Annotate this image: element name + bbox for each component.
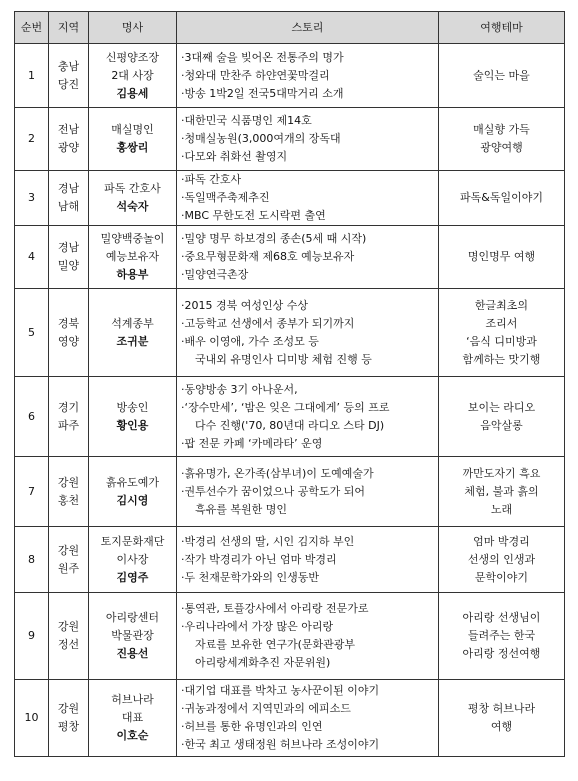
person-title: 2대 사장 [111,68,154,82]
theme-line: 음악살롱 [480,418,523,432]
story-line: ·우리나라에서 가장 많은 아리랑 [181,620,334,633]
person-name: 홍쌍리 [116,141,149,154]
person-title: 신평양조장 [105,50,160,64]
region-line: 당진 [57,77,80,91]
story-line: ·귀농과정에서 지역민과의 에피소드 [181,702,351,715]
theme-cell [439,44,565,108]
story-cell [177,527,439,593]
region-line: 평창 [57,720,80,733]
story-line: 아리랑세계화추진 자문위원) [195,656,331,669]
region-line: 원주 [57,561,80,575]
story-cell [177,44,439,108]
person-title: 파독 간호사 [104,182,161,195]
person-cell [89,289,177,377]
region-line: 경기 [57,400,80,414]
theme-line: 함께하는 맛기행 [462,352,541,366]
story-line: ·방송 1박2일 전국5대막거리 소개 [181,86,344,100]
table-wrapper [14,11,565,757]
story-line: 흑유를 복원한 명인 [195,502,288,516]
person-title: 허브나라 [111,693,154,706]
theme-line: 파독&독일이야기 [460,191,543,204]
theme-line: 엄마 박경리 [473,534,530,548]
table-row [15,171,565,226]
theme-line: 들려주는 한국 [467,629,536,642]
theme-line: 문학이야기 [474,570,529,584]
theme-line: 까만도자기 흑요 [462,466,541,480]
person-title: 토지문화재단 [100,534,165,548]
person-title: 석계종부 [111,316,154,330]
story-line: ·밀양 명무 하보경의 종손(5세 때 시작) [181,232,367,245]
person-name: 김용세 [116,86,149,100]
person-name: 김시영 [116,493,149,507]
region-line: 강원 [57,543,80,557]
theme-line: 술익는 마을 [473,68,530,82]
row-number: 4 [15,226,49,289]
region-line: 강원 [57,475,80,489]
person-cell [89,377,177,457]
theme-line: 보이는 라디오 [467,400,536,414]
theme-cell [439,593,565,680]
header-region: 지역 [49,12,89,44]
row-number: 9 [15,593,49,680]
row-number: 5 [15,289,49,377]
theme-line: 명인명무 여행 [467,250,536,263]
story-line: ·‘장수만세’, ‘밤은 잊은 그대에게’ 등의 프로 [181,400,390,414]
person-cell [89,680,177,757]
region-line: 경남 [57,182,80,195]
story-cell [177,680,439,757]
theme-line: 노래 [490,502,513,516]
theme-line: 여행 [490,720,513,733]
region-line: 파주 [57,418,80,432]
row-number: 1 [15,44,49,108]
person-cell [89,457,177,527]
story-line: ·독일맥주축제추진 [181,191,270,204]
region-cell [49,680,89,757]
theme-line: 광양여행 [480,141,523,154]
person-cell [89,593,177,680]
table-row [15,44,565,108]
person-cell [89,171,177,226]
row-number: 3 [15,171,49,226]
person-title: 박물관장 [111,629,154,642]
person-title: 매실명인 [111,123,154,136]
region-cell [49,171,89,226]
story-cell [177,289,439,377]
person-name: 조귀분 [116,334,149,348]
region-cell [49,44,89,108]
tour-table [14,11,565,757]
person-name: 이호순 [116,729,149,742]
table-body [15,44,565,757]
region-line: 광양 [57,141,80,154]
person-name: 석숙자 [116,200,149,213]
region-cell [49,527,89,593]
story-line: ·대한민국 식품명인 제14호 [181,114,312,127]
story-line: ·한국 최고 생태정원 허브나라 조성이야기 [181,738,380,751]
region-cell [49,377,89,457]
person-name: 하용부 [116,268,149,281]
person-cell [89,527,177,593]
story-line: ·흙유명가, 온가족(삼부녀)이 도예예술가 [181,466,374,480]
theme-line: 조리서 [485,316,518,330]
person-title: 아리랑센터 [105,611,160,624]
region-line: 경남 [57,241,80,254]
region-cell [49,457,89,527]
header-num: 순번 [15,12,49,44]
region-line: 밀양 [57,259,80,272]
region-cell [49,226,89,289]
story-line: ·청매실농원(3,000여개의 장독대 [181,132,341,145]
story-line: 다수 진행('70, 80년대 라디오 스타 DJ) [195,418,385,432]
theme-line: 한글최초의 [474,298,529,312]
person-title: 밀양백중놀이 [100,232,165,245]
person-cell [89,226,177,289]
header-theme: 여행테마 [439,12,565,44]
story-line: 국내외 유명인사 디미방 체험 진행 등 [195,352,372,366]
region-line: 강원 [57,702,80,715]
person-name: 황인용 [116,418,149,432]
story-cell [177,171,439,226]
story-line: ·두 천재문학가와의 인생동반 [181,570,320,584]
table-row [15,593,565,680]
story-cell [177,108,439,171]
region-line: 강원 [57,620,80,633]
region-line: 충남 [57,59,80,73]
theme-line: 선생의 인생과 [467,552,536,566]
person-title: 예능보유자 [105,250,160,263]
story-line: ·고등학교 선생에서 종부가 되기까지 [181,316,355,330]
theme-cell [439,171,565,226]
table-row [15,457,565,527]
person-name: 김영주 [116,570,149,584]
row-number: 10 [15,680,49,757]
theme-line: 아리랑 선생님이 [462,611,541,624]
person-title: 대표 [121,711,144,724]
region-line: 영양 [57,334,80,348]
story-line: ·밀양연극촌장 [181,268,249,281]
person-name: 진용선 [116,647,149,660]
story-line: ·작가 박경리가 아닌 엄마 박경리 [181,552,337,566]
story-line: 자료를 보유한 연구가(문화관광부 [195,638,356,651]
story-line: ·통역관, 토플강사에서 아리랑 전문가로 [181,602,369,615]
story-line: ·대기업 대표를 박차고 농사꾼이된 이야기 [181,684,380,697]
story-line: ·청와대 만찬주 하얀연꽃막걸리 [181,68,330,82]
table-row [15,680,565,757]
person-title: 방송인 [116,400,149,414]
header-row [15,12,565,44]
table-row [15,377,565,457]
story-line: ·중요무형문화재 제68호 예능보유자 [181,250,355,263]
theme-cell [439,680,565,757]
table-row [15,527,565,593]
theme-line: 아리랑 정선여행 [462,647,541,660]
story-line: ·배우 이영애, 가수 조성모 등 [181,334,319,348]
table-row [15,226,565,289]
row-number: 7 [15,457,49,527]
theme-cell [439,108,565,171]
story-cell [177,377,439,457]
theme-line: 평창 허브나라 [467,702,536,715]
story-cell [177,457,439,527]
theme-cell [439,226,565,289]
story-line: ·MBC 무한도전 도시락편 출연 [181,209,326,222]
region-line: 정선 [57,638,80,651]
region-line: 홍천 [57,493,80,507]
theme-cell [439,457,565,527]
story-line: ·파독 간호사 [181,173,242,186]
theme-cell [439,527,565,593]
story-line: ·박경리 선생의 딸, 시인 김지하 부인 [181,534,355,548]
region-cell [49,108,89,171]
header-person: 명사 [89,12,177,44]
theme-line: 매실향 가득 [473,123,530,136]
story-line: ·2015 경북 여성인상 수상 [181,298,308,312]
story-line: ·3대째 술을 빚어온 전통주의 명가 [181,50,344,64]
story-line: ·동양방송 3기 아나운서, [181,382,298,396]
region-cell [49,593,89,680]
theme-cell [439,289,565,377]
region-cell [49,289,89,377]
story-line: ·권투선수가 꿈이었으나 공학도가 되어 [181,484,366,498]
story-line: ·팝 전문 카페 ‘카메라타’ 운영 [181,436,323,450]
region-line: 경북 [57,316,80,330]
row-number: 6 [15,377,49,457]
story-line: ·다모와 취화선 촬영지 [181,150,288,163]
person-cell [89,108,177,171]
row-number: 8 [15,527,49,593]
table-row [15,108,565,171]
story-line: ·허브를 통한 유명인과의 인연 [181,720,323,733]
theme-line: ‘음식 디미방과 [466,334,537,348]
theme-line: 체험, 불과 흙의 [464,484,539,498]
table-row [15,289,565,377]
story-cell [177,593,439,680]
row-number: 2 [15,108,49,171]
person-title: 이사장 [116,552,149,566]
person-title: 흙유도예가 [105,475,160,489]
region-line: 남해 [57,200,80,213]
person-cell [89,44,177,108]
story-cell [177,226,439,289]
header-story: 스토리 [177,12,439,44]
theme-cell [439,377,565,457]
region-line: 전남 [57,123,80,136]
